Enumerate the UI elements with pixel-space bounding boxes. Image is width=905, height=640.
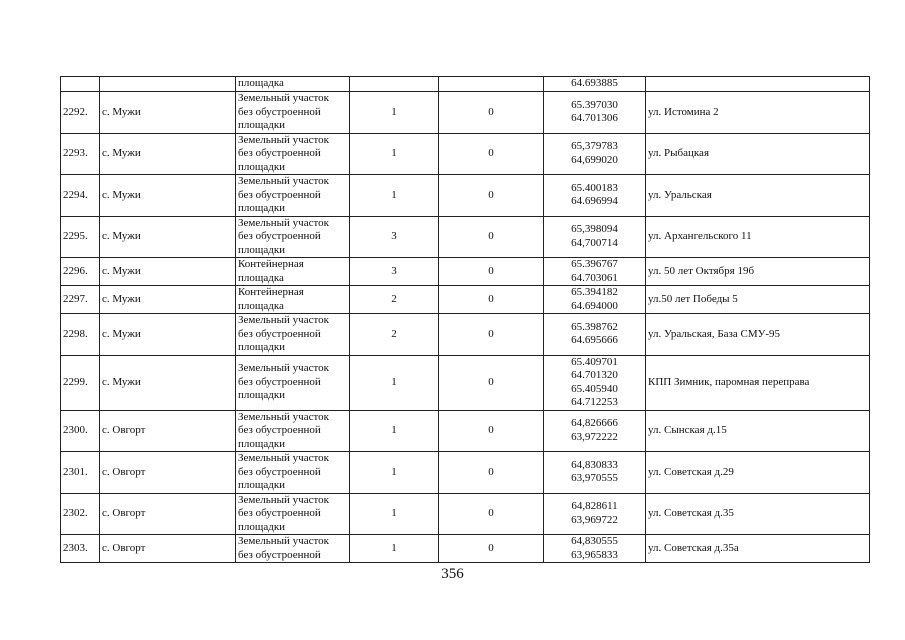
- volume-cell: 0: [439, 133, 544, 175]
- table-row: [61, 410, 870, 452]
- site-type-cell: [236, 77, 350, 92]
- coordinates-cell: [544, 77, 646, 92]
- site-type-cell: [236, 286, 350, 314]
- coordinate-value: 64,830555: [571, 535, 618, 547]
- site-type-line: без обустроенной: [238, 147, 321, 159]
- site-type-line: площадки: [238, 160, 286, 173]
- table-row: [61, 92, 870, 134]
- volume-cell: 0: [439, 92, 544, 134]
- site-type-line: площадки: [238, 520, 286, 533]
- container-count-cell: 1: [350, 133, 439, 175]
- volume-cell: 0: [439, 355, 544, 410]
- site-type-line: без обустроенной: [238, 375, 321, 388]
- table-row: [61, 355, 870, 410]
- volume-cell: 0: [439, 452, 544, 494]
- site-type-line: Земельный участок: [238, 535, 329, 547]
- coordinates-cell: [544, 216, 646, 258]
- coordinates-cell: [544, 133, 646, 175]
- site-type-line: Земельный участок: [238, 314, 329, 326]
- volume-cell: 0: [439, 410, 544, 452]
- volume-cell: 0: [439, 286, 544, 314]
- container-count-cell: 1: [350, 355, 439, 410]
- coordinate-value: 65.409701: [571, 355, 618, 368]
- site-type-line: площадка: [238, 271, 284, 284]
- table-row: [61, 286, 870, 314]
- container-count-cell: 1: [350, 535, 439, 563]
- settlement-cell: [100, 77, 236, 92]
- coordinates-cell: [544, 92, 646, 134]
- site-type-cell: [236, 314, 350, 356]
- coordinate-value: 65.405940: [571, 382, 618, 395]
- site-type-line: без обустроенной: [238, 327, 321, 340]
- settlement-cell: с. Мужи: [100, 92, 236, 134]
- container-count-cell: 1: [350, 92, 439, 134]
- volume-cell: 0: [439, 535, 544, 563]
- row-number-cell: 2296.: [61, 258, 100, 286]
- row-number-cell: 2295.: [61, 216, 100, 258]
- site-type-line: без обустроенной: [238, 465, 321, 478]
- site-type-line: площадки: [238, 202, 286, 214]
- volume-cell: [439, 77, 544, 92]
- site-type-line: без обустроенной: [238, 105, 321, 118]
- site-type-cell: [236, 258, 350, 286]
- coordinate-value: 65,379783: [571, 140, 618, 153]
- site-type-line: Земельный участок: [238, 133, 329, 146]
- registry-table: [60, 76, 870, 563]
- site-type-line: площадка: [238, 299, 284, 312]
- site-type-line: площадки: [238, 119, 286, 131]
- coordinate-value: 63,969722: [571, 513, 618, 526]
- site-type-line: без обустроенной: [238, 230, 321, 242]
- table-row: [61, 216, 870, 258]
- coordinate-value: 64,826666: [571, 417, 618, 430]
- settlement-cell: с. Мужи: [100, 286, 236, 314]
- coordinate-value: 64.703061: [571, 271, 618, 284]
- address-cell: ул. Уральская: [646, 175, 870, 217]
- volume-cell: 0: [439, 493, 544, 535]
- site-type-line: площадка: [238, 77, 284, 90]
- site-type-cell: [236, 92, 350, 134]
- site-type-line: Земельный участок: [238, 92, 329, 104]
- address-cell: ул. Архангельского 11: [646, 216, 870, 258]
- coordinate-value: 64,700714: [571, 236, 618, 249]
- address-cell: КПП Зимник, паромная переправа: [646, 355, 870, 410]
- container-count-cell: 1: [350, 175, 439, 217]
- registry-table-body: [61, 77, 870, 563]
- coordinates-cell: [544, 493, 646, 535]
- table-row: [61, 314, 870, 356]
- coordinates-cell: [544, 410, 646, 452]
- row-number-cell: 2297.: [61, 286, 100, 314]
- row-number-cell: 2302.: [61, 493, 100, 535]
- table-row: [61, 175, 870, 217]
- coordinate-value: 63,972222: [571, 430, 618, 443]
- site-type-cell: [236, 535, 350, 563]
- coordinate-value: 64.701306: [571, 112, 618, 125]
- settlement-cell: с. Мужи: [100, 175, 236, 217]
- coordinate-value: 64.693885: [571, 77, 618, 90]
- row-number-cell: [61, 77, 100, 92]
- row-number-cell: 2299.: [61, 355, 100, 410]
- page-number: 356: [441, 566, 464, 582]
- coordinate-value: 63,970555: [571, 472, 618, 485]
- coordinates-cell: [544, 535, 646, 563]
- site-type-line: Контейнерная: [238, 258, 304, 270]
- coordinate-value: 64.701320: [571, 369, 618, 381]
- row-number-cell: 2298.: [61, 314, 100, 356]
- site-type-line: Земельный участок: [238, 410, 329, 423]
- address-cell: ул. 50 лет Октября 19б: [646, 258, 870, 286]
- address-cell: ул. Истомина 2: [646, 92, 870, 134]
- site-type-line: без обустроенной: [238, 548, 321, 561]
- coordinate-value: 65.394182: [571, 286, 618, 298]
- site-type-line: без обустроенной: [238, 188, 321, 201]
- site-type-line: площадки: [238, 479, 286, 491]
- table-row: [61, 493, 870, 535]
- address-cell: ул. Сынская д.15: [646, 410, 870, 452]
- row-number-cell: 2294.: [61, 175, 100, 217]
- site-type-cell: [236, 216, 350, 258]
- container-count-cell: 1: [350, 410, 439, 452]
- coordinate-value: 65,398094: [571, 223, 618, 236]
- site-type-line: Земельный участок: [238, 216, 329, 229]
- coordinate-value: 64.712253: [571, 396, 618, 408]
- coordinate-value: 65.397030: [571, 98, 618, 111]
- settlement-cell: с. Овгорт: [100, 535, 236, 563]
- site-type-line: площадки: [238, 243, 286, 256]
- coordinates-cell: [544, 286, 646, 314]
- coordinate-value: 63,965833: [571, 548, 618, 561]
- settlement-cell: с. Мужи: [100, 216, 236, 258]
- site-type-line: Земельный участок: [238, 493, 329, 506]
- site-type-cell: [236, 133, 350, 175]
- container-count-cell: 3: [350, 216, 439, 258]
- settlement-cell: с. Мужи: [100, 355, 236, 410]
- settlement-cell: с. Овгорт: [100, 410, 236, 452]
- site-type-line: Земельный участок: [238, 452, 329, 464]
- site-type-line: Земельный участок: [238, 175, 329, 187]
- container-count-cell: 1: [350, 452, 439, 494]
- site-type-line: без обустроенной: [238, 424, 321, 436]
- row-number-cell: 2292.: [61, 92, 100, 134]
- settlement-cell: с. Мужи: [100, 258, 236, 286]
- address-cell: ул. Советская д.29: [646, 452, 870, 494]
- volume-cell: 0: [439, 216, 544, 258]
- site-type-line: без обустроенной: [238, 507, 321, 519]
- coordinate-value: 64,699020: [571, 153, 618, 166]
- site-type-cell: [236, 493, 350, 535]
- site-type-line: площадки: [238, 389, 286, 402]
- row-number-cell: 2300.: [61, 410, 100, 452]
- coordinate-value: 64.694000: [571, 299, 618, 312]
- coordinates-cell: [544, 258, 646, 286]
- coordinates-cell: [544, 355, 646, 410]
- address-cell: ул. Советская д.35: [646, 493, 870, 535]
- site-type-line: Земельный участок: [238, 362, 329, 375]
- site-type-line: площадки: [238, 437, 286, 450]
- container-count-cell: 1: [350, 493, 439, 535]
- coordinate-value: 64,830833: [571, 458, 618, 471]
- site-type-cell: [236, 355, 350, 410]
- coordinates-cell: [544, 314, 646, 356]
- coordinate-value: 65.398762: [571, 320, 618, 333]
- coordinate-value: 64.695666: [571, 334, 618, 347]
- container-count-cell: 3: [350, 258, 439, 286]
- table-row: [61, 535, 870, 563]
- address-cell: ул. Уральская, База СМУ-95: [646, 314, 870, 356]
- row-number-cell: 2293.: [61, 133, 100, 175]
- coordinate-value: 64,828611: [571, 500, 618, 513]
- site-type-cell: [236, 452, 350, 494]
- table-row: [61, 77, 870, 92]
- address-cell: ул.50 лет Победы 5: [646, 286, 870, 314]
- settlement-cell: с. Мужи: [100, 314, 236, 356]
- site-type-line: Контейнерная: [238, 286, 304, 298]
- site-type-line: площадки: [238, 341, 286, 353]
- table-row: [61, 452, 870, 494]
- coordinates-cell: [544, 175, 646, 217]
- coordinate-value: 64.696994: [571, 195, 618, 208]
- settlement-cell: с. Овгорт: [100, 493, 236, 535]
- row-number-cell: 2303.: [61, 535, 100, 563]
- volume-cell: 0: [439, 258, 544, 286]
- site-type-cell: [236, 410, 350, 452]
- container-count-cell: 2: [350, 286, 439, 314]
- settlement-cell: с. Мужи: [100, 133, 236, 175]
- settlement-cell: с. Овгорт: [100, 452, 236, 494]
- container-count-cell: 2: [350, 314, 439, 356]
- address-cell: [646, 77, 870, 92]
- coordinate-value: 65.400183: [571, 181, 618, 194]
- site-type-cell: [236, 175, 350, 217]
- row-number-cell: 2301.: [61, 452, 100, 494]
- volume-cell: 0: [439, 175, 544, 217]
- table-row: [61, 258, 870, 286]
- coordinate-value: 65.396767: [571, 258, 618, 270]
- address-cell: ул. Советская д.35а: [646, 535, 870, 563]
- address-cell: ул. Рыбацкая: [646, 133, 870, 175]
- coordinates-cell: [544, 452, 646, 494]
- table-row: [61, 133, 870, 175]
- container-count-cell: [350, 77, 439, 92]
- volume-cell: 0: [439, 314, 544, 356]
